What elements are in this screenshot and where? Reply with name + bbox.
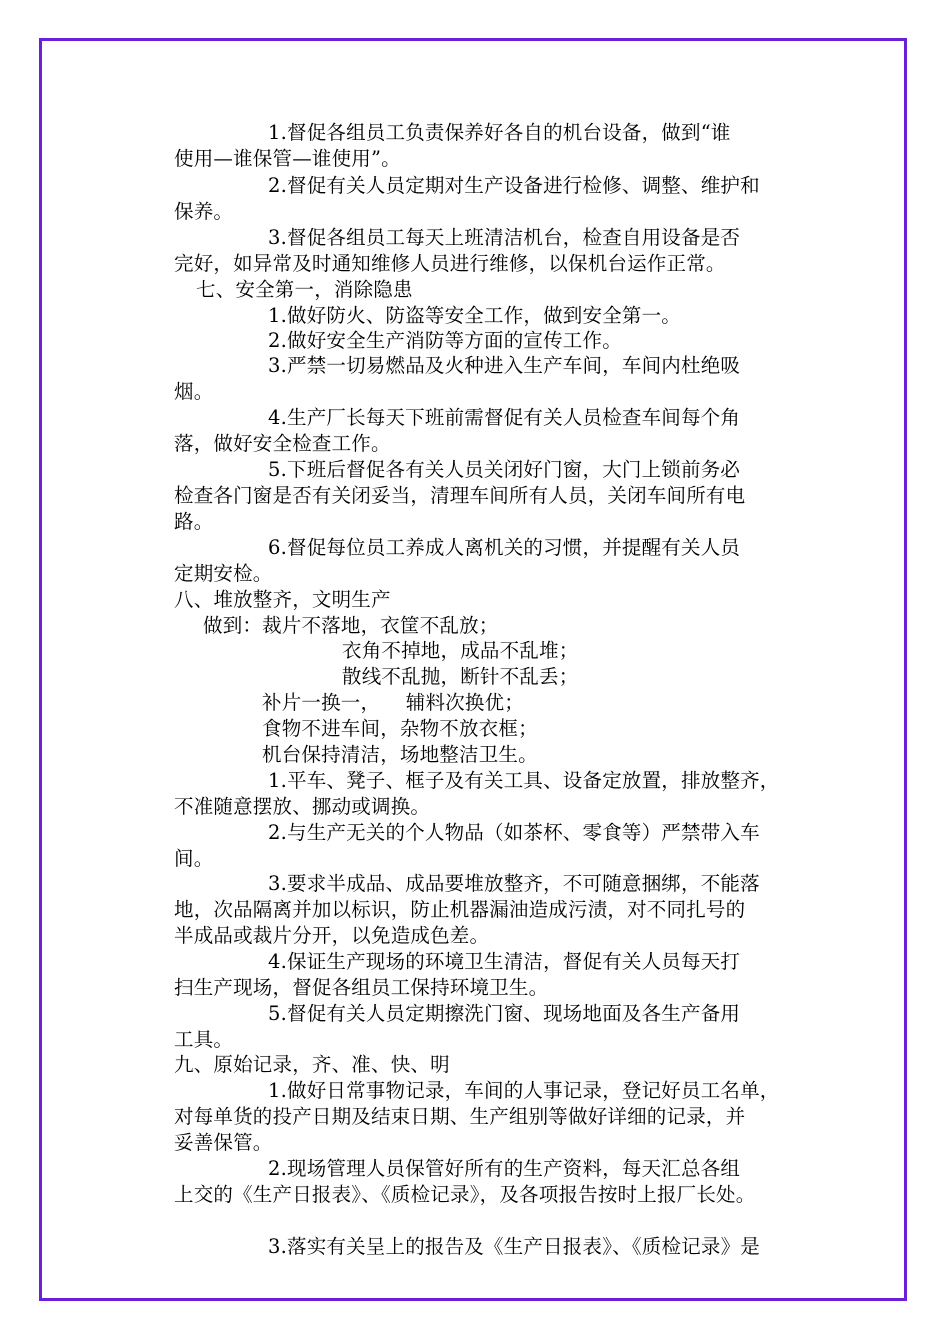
text-line: 4.生产厂长每天下班前需督促有关人员检查车间每个角 (268, 406, 741, 429)
text-line: 散线不乱抛，断针不乱丢； (342, 665, 579, 688)
text-line: 使用—谁保管—谁使用”。 (174, 147, 401, 170)
text-line: 检查各门窗是否有关闭妥当，清理车间所有人员，关闭车间所有电 (174, 484, 746, 507)
text-line: 2.做好安全生产消防等方面的宣传工作。 (268, 329, 622, 352)
text-line: 1.平车、凳子、框子及有关工具、设备定放置，排放整齐， (268, 769, 780, 792)
text-line: 定期安检。 (174, 562, 273, 585)
text-line: 1.督促各组员工负责保养好各自的机台设备，做到“谁 (268, 121, 731, 144)
section-heading: 七、安全第一，消除隐患 (196, 278, 413, 301)
text-line: 5.下班后督促各有关人员关闭好门窗，大门上锁前务必 (268, 458, 741, 481)
text-line: 完好，如异常及时通知维修人员进行维修，以保机台运作正常。 (174, 252, 726, 275)
text-line: 间。 (174, 847, 214, 870)
text-line: 5.督促有关人员定期擦洗门窗、现场地面及各生产备用 (268, 1002, 741, 1025)
text-line: 地，次品隔离并加以标识，防止机器漏油造成污渍，对不同扎号的 (174, 898, 746, 921)
text-line: 3.严禁一切易燃品及火种进入生产车间，车间内杜绝吸 (268, 354, 741, 377)
text-line: 烟。 (174, 380, 214, 403)
text-line: 半成品或裁片分开，以免造成色差。 (174, 924, 490, 947)
text-line: 1.做好日常事物记录，车间的人事记录，登记好员工名单， (268, 1079, 780, 1102)
text-line: 3.督促各组员工每天上班清洁机台，检查自用设备是否 (268, 226, 741, 249)
text-line: 1.做好防火、防盗等安全工作，做到安全第一。 (268, 304, 682, 327)
text-line: 4.保证生产现场的环境卫生清洁，督促有关人员每天打 (268, 950, 741, 973)
section-heading: 八、堆放整齐，文明生产 (174, 588, 391, 611)
text-line: 做到：裁片不落地，衣筐不乱放； (203, 614, 499, 637)
text-line: 对每单货的投产日期及结束日期、生产组别等做好详细的记录，并 (174, 1105, 746, 1128)
text-line: 6.督促每位员工养成人离机关的习惯，并提醒有关人员 (268, 536, 741, 559)
text-line: 机台保持清洁，场地整洁卫生。 (262, 743, 538, 766)
text-line: 扫生产现场，督促各组员工保持环境卫生。 (174, 976, 549, 999)
text-line: 路。 (174, 510, 214, 533)
text-line: 不准随意摆放、挪动或调换。 (174, 795, 431, 818)
section-heading: 九、原始记录，齐、准、快、明 (174, 1053, 450, 1076)
text-line: 食物不进车间，杂物不放衣框； (262, 717, 538, 740)
text-line: 保养。 (174, 200, 234, 223)
text-line: 2.督促有关人员定期对生产设备进行检修、调整、维护和 (268, 174, 760, 197)
text-line: 衣角不掉地，成品不乱堆； (342, 639, 579, 662)
text-line: 落，做好安全检查工作。 (174, 432, 391, 455)
text-line: 3.落实有关呈上的报告及《生产日报表》、《质检记录》是 (268, 1235, 761, 1258)
text-line: 上交的《生产日报表》、《质检记录》，及各项报告按时上报厂长处。 (174, 1183, 756, 1206)
text-line: 妥善保管。 (174, 1131, 273, 1154)
text-line: 补片一换一， 辅料次换优； (262, 691, 524, 714)
text-line: 2.与生产无关的个人物品（如茶杯、零食等）严禁带入车 (268, 821, 760, 844)
text-line: 工具。 (174, 1028, 234, 1051)
text-line: 2.现场管理人员保管好所有的生产资料，每天汇总各组 (268, 1157, 741, 1180)
text-line: 3.要求半成品、成品要堆放整齐，不可随意捆绑，不能落 (268, 872, 760, 895)
